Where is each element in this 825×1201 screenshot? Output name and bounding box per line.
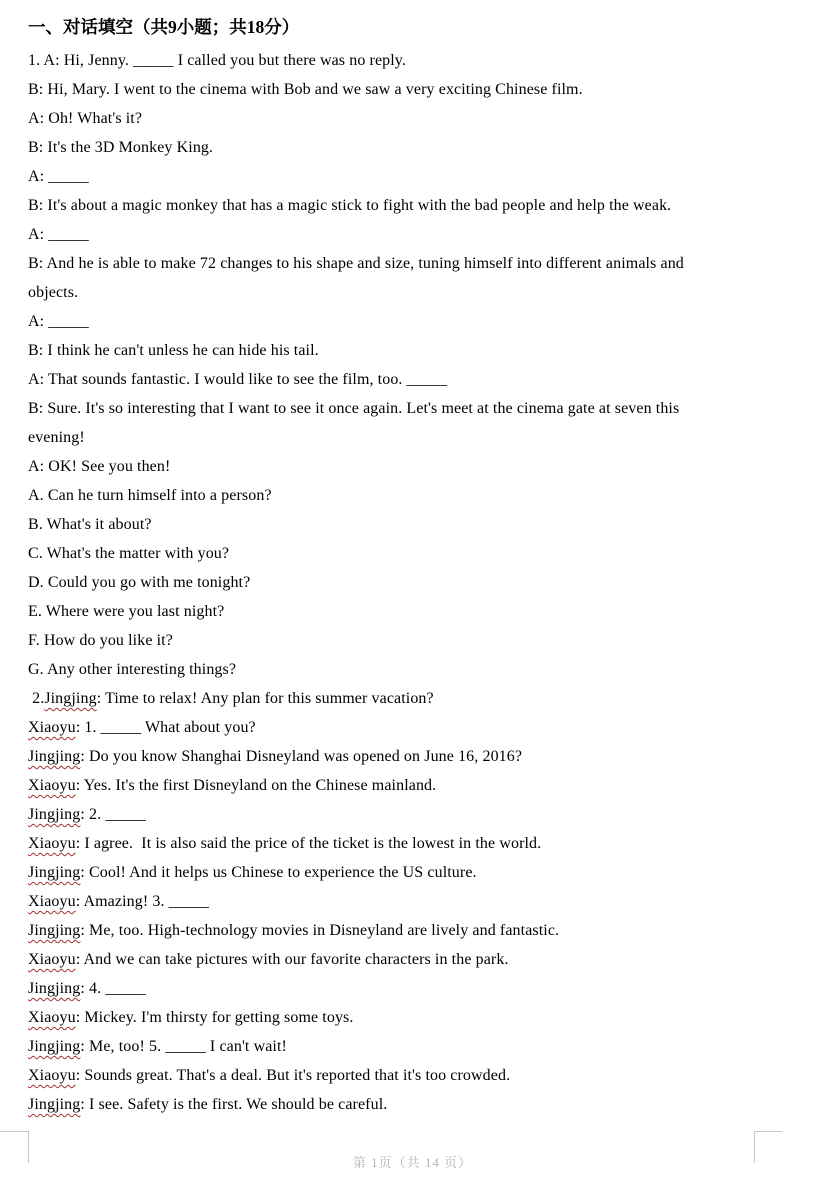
dialogue-line: A: Oh! What's it? <box>28 110 143 127</box>
dialogue-line: A: _____ <box>28 168 89 185</box>
dialogue-line: B: Hi, Mary. I went to the cinema with Bob and we saw a very exciting Chinese film. <box>28 81 583 98</box>
speaker-name: Xiaoyu <box>28 777 76 794</box>
dialogue-line <box>28 1032 803 1061</box>
dialogue-line: 1. A: Hi, Jenny. _____ I called you but there was no reply. <box>28 52 406 69</box>
option-item: D. Could you go with me tonight? <box>28 574 251 591</box>
speaker-name: Xiaoyu <box>28 719 76 736</box>
speaker-name: Jingjing <box>28 1096 81 1113</box>
speaker-name: Jingjing <box>28 748 81 765</box>
document-page <box>28 14 803 1119</box>
speaker-name: Jingjing <box>28 980 81 997</box>
dialogue-line: evening! <box>28 429 85 446</box>
dialogue-line: B: I think he can't unless he can hide his tail. <box>28 342 319 359</box>
dialogue-line <box>28 858 803 887</box>
options-list <box>28 481 803 684</box>
section-title: 一、对话填空（共9小题；共18分） <box>28 17 300 37</box>
speaker-name: Xiaoyu <box>28 1067 76 1084</box>
dialogue-line <box>28 713 803 742</box>
dialogue-line <box>28 1061 803 1090</box>
line-text: : I see. Safety is the first. We should be careful. <box>80 1096 388 1113</box>
line-text: : Time to relax! Any plan for this summer vacation? <box>96 690 434 707</box>
line-text: : 1. _____ What about you? <box>75 719 256 736</box>
dialogue-line: objects. <box>28 284 79 301</box>
option-item: F. How do you like it? <box>28 632 173 649</box>
dialogue-line: B: It's about a magic monkey that has a magic stick to fight with the bad people and help the weak. <box>28 197 672 214</box>
speaker-name: Xiaoyu <box>28 1009 76 1026</box>
page-footer <box>0 1152 825 1171</box>
speaker-name: Jingjing <box>28 922 81 939</box>
dialogue-1 <box>28 46 803 481</box>
dialogue-line: B: And he is able to make 72 changes to his shape and size, tuning himself into different animals and <box>28 255 684 272</box>
option-item: C. What's the matter with you? <box>28 545 230 562</box>
dialogue-line <box>28 916 803 945</box>
dialogue-2 <box>28 684 803 1119</box>
option-item: A. Can he turn himself into a person? <box>28 487 272 504</box>
dialogue-line <box>28 684 803 713</box>
line-text: : Sounds great. That's a deal. But it's reported that it's too crowded. <box>75 1067 511 1084</box>
dialogue-line <box>28 1003 803 1032</box>
line-text: : Yes. It's the first Disneyland on the Chinese mainland. <box>75 777 437 794</box>
line-text: : Me, too! 5. _____ I can't wait! <box>80 1038 287 1055</box>
option-item: B. What's it about? <box>28 516 152 533</box>
line-text: : And we can take pictures with our favorite characters in the park. <box>75 951 509 968</box>
dialogue-line: A: _____ <box>28 313 89 330</box>
dialogue-line: A: _____ <box>28 226 89 243</box>
dialogue-line <box>28 1090 803 1119</box>
dialogue-line: B: Sure. It's so interesting that I want to see it once again. Let's meet at the cinema gate at seven this <box>28 400 680 417</box>
speaker-name: Jingjing <box>28 1038 81 1055</box>
dialogue-line <box>28 887 803 916</box>
speaker-name: Jingjing <box>44 690 97 707</box>
line-text: : Do you know Shanghai Disneyland was opened on June 16, 2016? <box>80 748 523 765</box>
speaker-name: Xiaoyu <box>28 835 76 852</box>
dialogue-line <box>28 945 803 974</box>
line-text: : 4. _____ <box>80 980 146 997</box>
dialogue-line <box>28 742 803 771</box>
dialogue-line: A: That sounds fantastic. I would like to see the film, too. _____ <box>28 371 448 388</box>
speaker-name: Jingjing <box>28 806 81 823</box>
option-item: E. Where were you last night? <box>28 603 225 620</box>
dialogue-line: B: It's the 3D Monkey King. <box>28 139 214 156</box>
footer-page-number: 第 1页（共 14 页） <box>352 1155 473 1170</box>
line-text: : Mickey. I'm thirsty for getting some toys. <box>75 1009 354 1026</box>
line-text: : I agree. It is also said the price of the ticket is the lowest in the world. <box>75 835 542 852</box>
line-text: : Cool! And it helps us Chinese to experience the US culture. <box>80 864 477 881</box>
speaker-name: Xiaoyu <box>28 893 76 910</box>
dialogue-line <box>28 771 803 800</box>
option-item: G. Any other interesting things? <box>28 661 237 678</box>
dialogue-line: A: OK! See you then! <box>28 458 171 475</box>
speaker-name: Xiaoyu <box>28 951 76 968</box>
line-text: : Me, too. High-technology movies in Disneyland are lively and fantastic. <box>80 922 560 939</box>
line-text: : Amazing! 3. _____ <box>75 893 210 910</box>
line-prefix: 2. <box>28 690 45 707</box>
line-text: : 2. _____ <box>80 806 146 823</box>
dialogue-line <box>28 974 803 1003</box>
dialogue-line <box>28 829 803 858</box>
speaker-name: Jingjing <box>28 864 81 881</box>
dialogue-line <box>28 800 803 829</box>
